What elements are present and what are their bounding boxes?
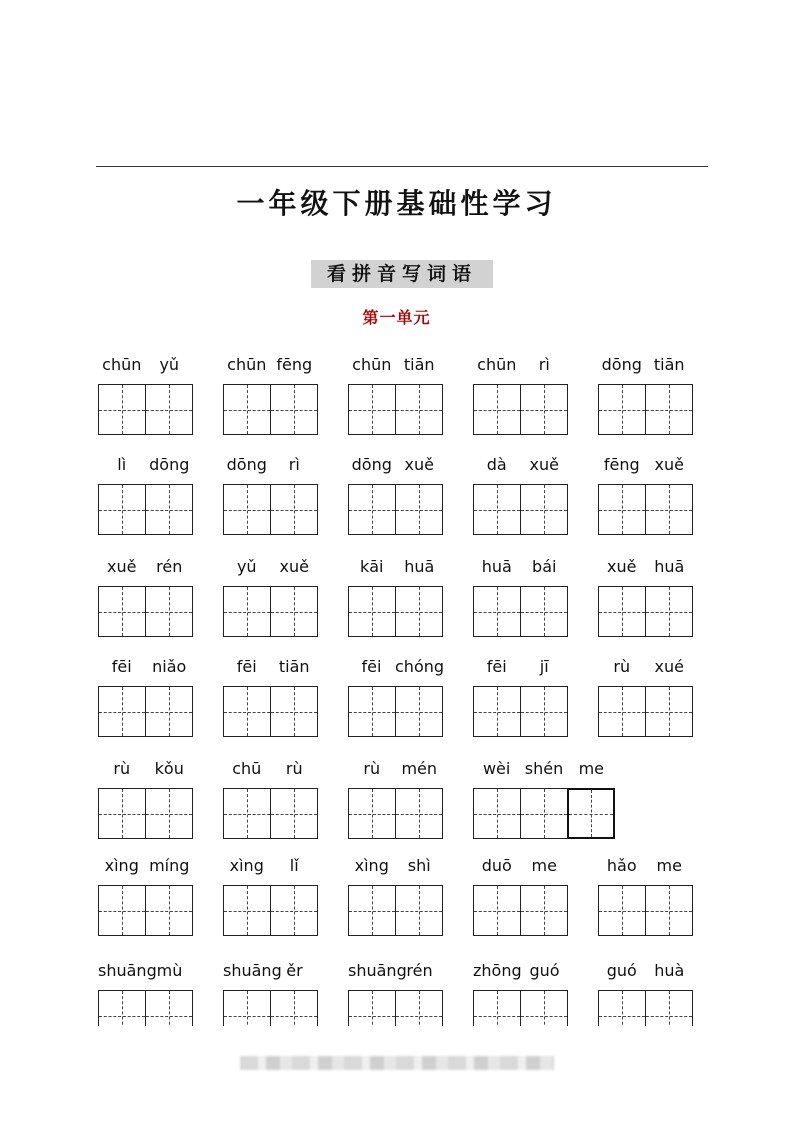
writing-cells [348, 586, 443, 637]
writing-cells [223, 384, 318, 435]
pinyin-syllable: míng [149, 855, 190, 875]
word-item [598, 958, 693, 1026]
word-item [473, 958, 568, 1026]
pinyin-syllable: dōng [226, 454, 267, 474]
word-item [223, 654, 318, 754]
word-item [473, 452, 568, 552]
pinyin-syllable: xìng [229, 855, 264, 875]
writing-cell[interactable] [145, 384, 193, 435]
writing-cell[interactable] [145, 990, 193, 1026]
section-heading: 看拼音写词语 [311, 260, 493, 288]
writing-cell[interactable] [473, 384, 521, 435]
writing-cell[interactable] [98, 586, 146, 637]
word-item [223, 756, 318, 856]
word-row [98, 654, 698, 754]
writing-cells [473, 686, 568, 737]
pinyin-line [348, 853, 443, 877]
pinyin-syllable: fēi [361, 656, 382, 676]
writing-cells [223, 586, 318, 637]
writing-cell[interactable] [223, 484, 271, 535]
pinyin-syllable: rù [113, 758, 131, 778]
writing-cell[interactable] [348, 686, 396, 737]
pinyin-syllable: fēi [111, 656, 132, 676]
pinyin-line [98, 452, 193, 476]
writing-cell[interactable] [520, 586, 568, 637]
pinyin-line [223, 756, 318, 780]
pinyin-syllable: yǔ [236, 556, 257, 576]
word-row [98, 554, 698, 654]
pinyin-syllable: rì [288, 454, 300, 474]
word-item [98, 853, 193, 953]
writing-cell[interactable] [348, 384, 396, 435]
word-item [98, 554, 193, 654]
writing-cells [473, 384, 568, 435]
word-item [348, 654, 443, 754]
pinyin-syllable: ěr [286, 960, 303, 980]
pinyin-syllable: chūn [352, 354, 392, 374]
pinyin-syllable: chūn [102, 354, 142, 374]
pinyin-syllable: me [656, 855, 682, 875]
writing-cell[interactable] [145, 686, 193, 737]
pinyin-line [598, 853, 693, 877]
writing-cell[interactable] [98, 384, 146, 435]
writing-cell[interactable] [223, 990, 271, 1026]
pinyin-syllable: wèi [482, 758, 511, 778]
writing-cell[interactable] [520, 484, 568, 535]
pinyin-syllable: guó [529, 960, 560, 980]
writing-cell[interactable] [270, 384, 318, 435]
writing-cell[interactable] [395, 586, 443, 637]
writing-cells [473, 788, 615, 839]
word-item [598, 554, 693, 654]
writing-cell[interactable] [598, 686, 646, 737]
writing-cell[interactable] [145, 586, 193, 637]
pinyin-syllable: fēi [236, 656, 257, 676]
pinyin-line [473, 853, 568, 877]
word-item [598, 654, 693, 754]
pinyin-syllable: hǎo [606, 855, 637, 875]
pinyin-syllable: xuě [654, 454, 684, 474]
pinyin-line [223, 958, 318, 982]
writing-cells [223, 990, 318, 1026]
word-item [598, 452, 693, 552]
pinyin-line [223, 853, 318, 877]
writing-cell[interactable] [598, 586, 646, 637]
pinyin-syllable: xìng [104, 855, 139, 875]
pinyin-line [598, 958, 693, 982]
writing-cell[interactable] [98, 788, 146, 839]
pinyin-line [598, 554, 693, 578]
writing-cell[interactable] [395, 990, 443, 1026]
word-item [98, 958, 193, 1026]
pinyin-line [98, 554, 193, 578]
pinyin-line [473, 452, 568, 476]
writing-cells [473, 885, 568, 936]
word-item [223, 352, 318, 452]
pinyin-syllable: shuāng [98, 960, 157, 980]
writing-cell[interactable] [567, 788, 615, 839]
pinyin-syllable: huà [654, 960, 685, 980]
word-row [98, 352, 698, 452]
writing-cell[interactable] [645, 484, 693, 535]
word-item [598, 853, 693, 953]
writing-cell[interactable] [473, 885, 521, 936]
word-item [348, 958, 443, 1026]
pinyin-line [98, 654, 193, 678]
writing-cells [598, 384, 693, 435]
pinyin-line [348, 452, 443, 476]
pinyin-syllable: huā [481, 556, 512, 576]
writing-cells [223, 885, 318, 936]
word-item [98, 654, 193, 754]
pinyin-syllable: zhōng [473, 960, 522, 980]
writing-cell[interactable] [348, 885, 396, 936]
pinyin-syllable: me [531, 855, 557, 875]
writing-cell[interactable] [98, 990, 146, 1026]
writing-cell[interactable] [520, 384, 568, 435]
pinyin-line [473, 654, 568, 678]
writing-cell[interactable] [395, 384, 443, 435]
pinyin-line [473, 352, 568, 376]
pinyin-syllable: xuě [279, 556, 309, 576]
pinyin-syllable: chūn [477, 354, 517, 374]
pinyin-syllable: yǔ [159, 354, 180, 374]
pinyin-syllable: tiān [403, 354, 435, 374]
writing-cell[interactable] [473, 788, 521, 839]
pinyin-syllable: rù [285, 758, 303, 778]
writing-cell[interactable] [645, 990, 693, 1026]
writing-cell[interactable] [395, 885, 443, 936]
pinyin-syllable: huā [404, 556, 435, 576]
writing-cell[interactable] [145, 788, 193, 839]
pinyin-syllable: dōng [351, 454, 392, 474]
pinyin-line [223, 554, 318, 578]
pinyin-line [473, 958, 568, 982]
writing-cell[interactable] [223, 384, 271, 435]
writing-cells [598, 586, 693, 637]
pinyin-line [598, 352, 693, 376]
pinyin-syllable: chū [232, 758, 262, 778]
pinyin-syllable: xué [654, 656, 684, 676]
writing-cell[interactable] [598, 990, 646, 1026]
word-item [348, 352, 443, 452]
writing-cell[interactable] [520, 885, 568, 936]
pinyin-line [98, 756, 193, 780]
writing-cells [223, 484, 318, 535]
pinyin-syllable: jī [539, 656, 549, 676]
pinyin-syllable: lǐ [289, 855, 299, 875]
pinyin-syllable: dà [486, 454, 507, 474]
pinyin-line [223, 654, 318, 678]
pinyin-syllable: kāi [359, 556, 384, 576]
writing-cell[interactable] [348, 484, 396, 535]
pinyin-syllable: xuě [529, 454, 559, 474]
writing-cells [98, 990, 193, 1026]
pinyin-syllable: tiān [278, 656, 310, 676]
pinyin-line [598, 452, 693, 476]
writing-cells [348, 885, 443, 936]
pinyin-syllable: rì [538, 354, 550, 374]
pinyin-syllable: duō [481, 855, 512, 875]
pinyin-line [348, 756, 443, 780]
pinyin-syllable: fēi [486, 656, 507, 676]
footer-watermark [240, 1056, 554, 1070]
writing-cell[interactable] [645, 586, 693, 637]
writing-cell[interactable] [473, 484, 521, 535]
writing-cell[interactable] [223, 586, 271, 637]
word-item [98, 452, 193, 552]
writing-cell[interactable] [270, 686, 318, 737]
writing-cells [223, 788, 318, 839]
pinyin-syllable: chóng [395, 656, 445, 676]
writing-cells [348, 484, 443, 535]
pinyin-syllable: kǒu [154, 758, 184, 778]
pinyin-line [348, 352, 443, 376]
word-item [598, 352, 693, 452]
pinyin-syllable: rù [363, 758, 381, 778]
writing-cell[interactable] [520, 788, 568, 839]
pinyin-syllable: xuě [404, 454, 434, 474]
word-item [223, 554, 318, 654]
writing-cell[interactable] [645, 885, 693, 936]
writing-cells [98, 586, 193, 637]
writing-cell[interactable] [645, 686, 693, 737]
writing-cells [348, 686, 443, 737]
writing-cells [473, 586, 568, 637]
word-item [348, 452, 443, 552]
writing-cell[interactable] [395, 484, 443, 535]
writing-cell[interactable] [473, 586, 521, 637]
writing-cell[interactable] [98, 686, 146, 737]
writing-cell[interactable] [223, 885, 271, 936]
writing-cells [348, 990, 443, 1026]
pinyin-syllable: mén [401, 758, 438, 778]
writing-cells [598, 885, 693, 936]
writing-cell[interactable] [348, 788, 396, 839]
writing-cell[interactable] [145, 484, 193, 535]
writing-cell[interactable] [98, 484, 146, 535]
pinyin-syllable: rù [613, 656, 631, 676]
pinyin-syllable: shén [524, 758, 564, 778]
word-row [98, 452, 698, 552]
pinyin-syllable: niǎo [152, 656, 187, 676]
pinyin-syllable: shuāng [348, 960, 407, 980]
writing-cells [98, 788, 193, 839]
pinyin-line [223, 452, 318, 476]
word-item [98, 756, 193, 856]
writing-cell[interactable] [223, 686, 271, 737]
writing-cells [473, 990, 568, 1026]
writing-cells [98, 384, 193, 435]
word-item [223, 853, 318, 953]
writing-cell[interactable] [395, 686, 443, 737]
pinyin-line [473, 554, 568, 578]
word-item [348, 853, 443, 953]
unit-heading: 第一单元 [362, 308, 431, 327]
writing-cells [98, 484, 193, 535]
pinyin-syllable: bái [532, 556, 557, 576]
writing-cell[interactable] [270, 885, 318, 936]
writing-cell[interactable] [520, 990, 568, 1026]
writing-cell[interactable] [98, 885, 146, 936]
writing-cell[interactable] [395, 788, 443, 839]
pinyin-syllable: fēng [276, 354, 313, 374]
pinyin-syllable: tiān [653, 354, 685, 374]
word-item [223, 452, 318, 552]
pinyin-syllable: rén [406, 960, 433, 980]
word-row [98, 756, 698, 856]
writing-cells [473, 484, 568, 535]
pinyin-syllable: fēng [603, 454, 640, 474]
writing-cells [598, 686, 693, 737]
pinyin-line [348, 654, 443, 678]
writing-cell[interactable] [598, 384, 646, 435]
pinyin-syllable: shuāng [223, 960, 282, 980]
pinyin-line [348, 958, 443, 982]
word-item [473, 554, 568, 654]
word-item [473, 654, 568, 754]
word-item [348, 756, 443, 856]
pinyin-line [473, 756, 615, 780]
pinyin-syllable: dōng [601, 354, 642, 374]
pinyin-line [223, 352, 318, 376]
pinyin-syllable: mù [156, 960, 183, 980]
word-item [348, 554, 443, 654]
pinyin-syllable: xuě [607, 556, 637, 576]
writing-cells [348, 788, 443, 839]
writing-cell[interactable] [598, 885, 646, 936]
pinyin-syllable: lì [117, 454, 127, 474]
pinyin-line [598, 654, 693, 678]
word-item [223, 958, 318, 1026]
writing-cell[interactable] [270, 484, 318, 535]
pinyin-syllable: rén [156, 556, 183, 576]
word-item [473, 853, 568, 953]
writing-cell[interactable] [473, 686, 521, 737]
pinyin-syllable: chūn [227, 354, 267, 374]
writing-cells [223, 686, 318, 737]
pinyin-syllable: me [578, 758, 605, 778]
writing-cell[interactable] [270, 990, 318, 1026]
pinyin-syllable: dōng [149, 454, 190, 474]
writing-cells [98, 686, 193, 737]
writing-cells [348, 384, 443, 435]
pinyin-syllable: guó [606, 960, 637, 980]
word-item [473, 756, 615, 856]
writing-cells [98, 885, 193, 936]
writing-cell[interactable] [473, 990, 521, 1026]
writing-cell[interactable] [270, 788, 318, 839]
writing-cell[interactable] [270, 586, 318, 637]
pinyin-line [348, 554, 443, 578]
pinyin-line [98, 958, 193, 982]
pinyin-syllable: xìng [354, 855, 389, 875]
word-item [473, 352, 568, 452]
writing-cell[interactable] [520, 686, 568, 737]
pinyin-line [98, 352, 193, 376]
word-item [98, 352, 193, 452]
writing-cell[interactable] [645, 384, 693, 435]
writing-cells [598, 484, 693, 535]
pinyin-line [98, 853, 193, 877]
pinyin-syllable: xuě [107, 556, 137, 576]
writing-cells [598, 990, 693, 1026]
word-row [98, 958, 698, 1026]
pinyin-syllable: shì [407, 855, 431, 875]
writing-cell[interactable] [145, 885, 193, 936]
writing-cell[interactable] [348, 990, 396, 1026]
pinyin-syllable: huā [654, 556, 685, 576]
word-row [98, 853, 698, 953]
writing-cell[interactable] [348, 586, 396, 637]
writing-cell[interactable] [598, 484, 646, 535]
page-title: 一年级下册基础性学习 [236, 187, 557, 220]
writing-cell[interactable] [223, 788, 271, 839]
